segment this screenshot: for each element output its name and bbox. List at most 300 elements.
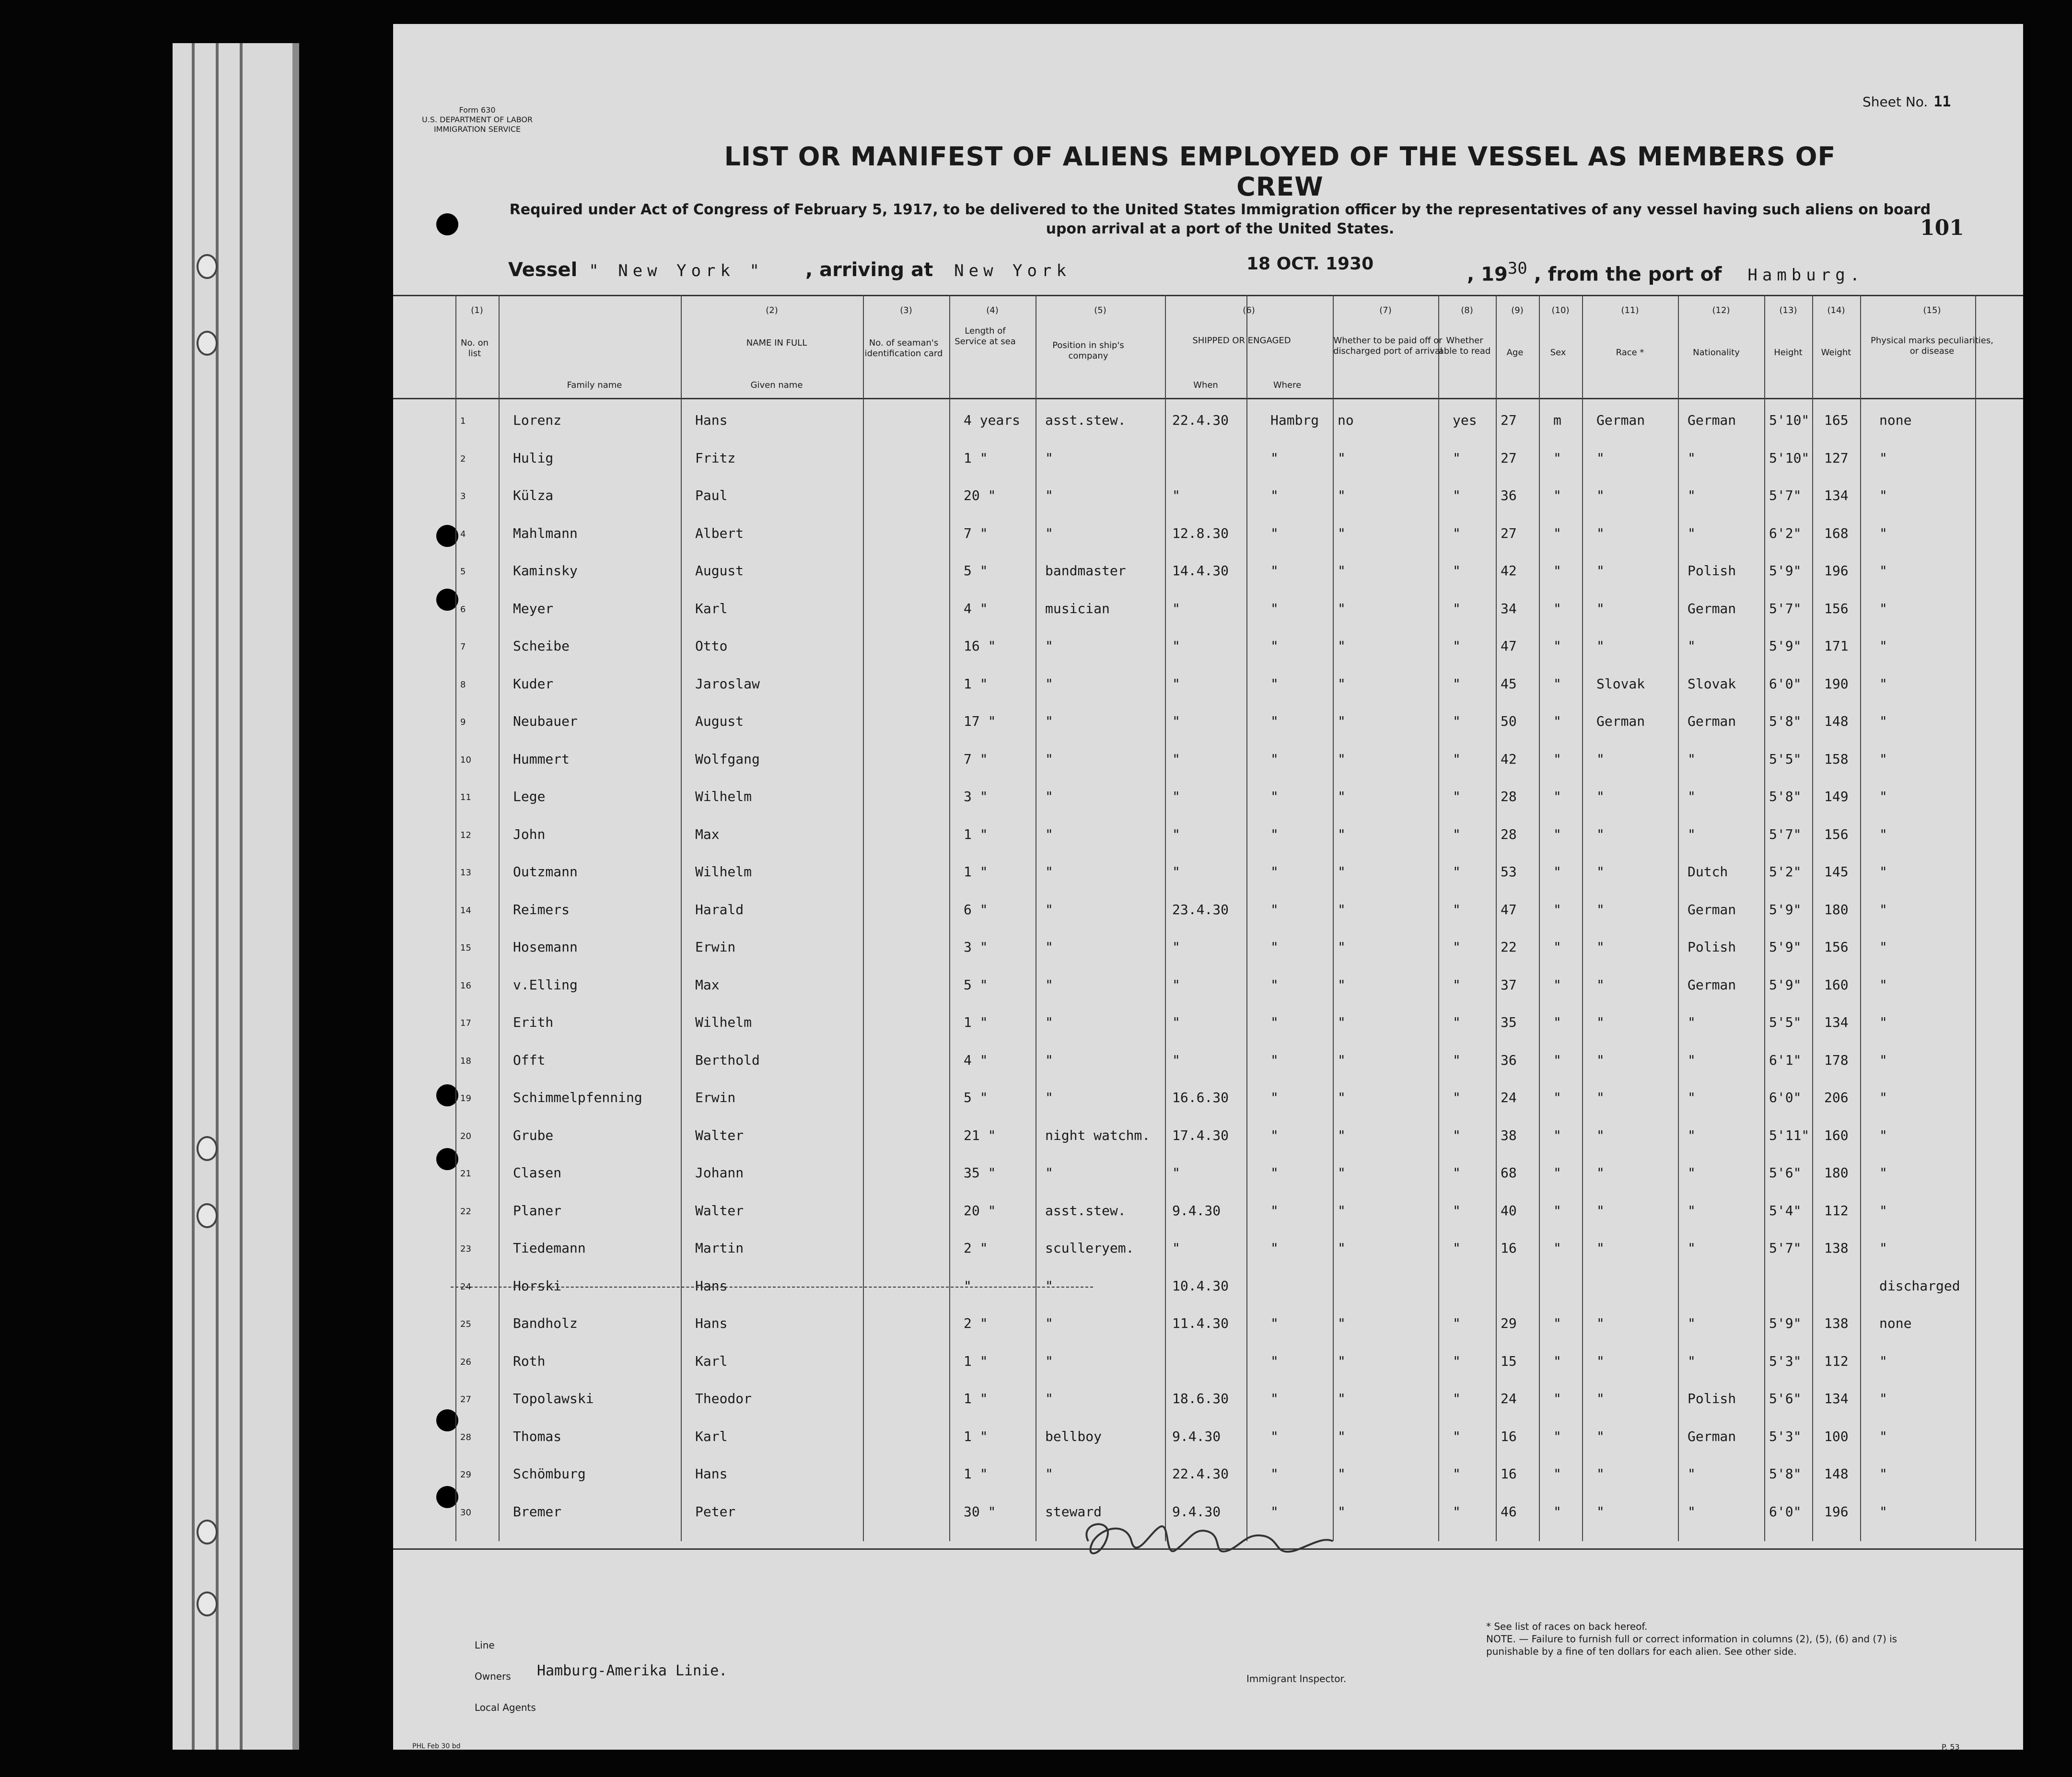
shipped-when: 14.4.30 bbox=[1172, 563, 1229, 579]
shipped-where: " bbox=[1270, 901, 1279, 918]
height: 5'8" bbox=[1769, 789, 1802, 804]
sheet-label: Sheet No. bbox=[1862, 94, 1928, 110]
nationality: Polish bbox=[1688, 939, 1736, 955]
sex: " bbox=[1553, 1052, 1561, 1068]
shipped-when: " bbox=[1172, 751, 1180, 767]
shipped-when: 10.4.30 bbox=[1172, 1278, 1229, 1294]
family-name: Hosemann bbox=[513, 939, 578, 955]
length-of-service: 35 " bbox=[964, 1165, 996, 1181]
able-to-read: " bbox=[1453, 638, 1461, 654]
row-number: 10 bbox=[460, 755, 471, 765]
arriving-port: New York bbox=[954, 261, 1071, 280]
sex: " bbox=[1553, 713, 1561, 729]
col-able-to-read: Whether able to read bbox=[1438, 336, 1491, 356]
col-length-of-service: Length of Service at sea bbox=[955, 326, 1016, 347]
crew-row bbox=[393, 902, 2023, 940]
height: 5'8" bbox=[1769, 1466, 1802, 1482]
weight: 165 bbox=[1824, 412, 1849, 428]
shipped-when: " bbox=[1172, 1014, 1180, 1030]
row-number: 27 bbox=[460, 1394, 471, 1405]
crew-row bbox=[393, 1278, 2023, 1316]
height: 5'11" bbox=[1769, 1127, 1810, 1143]
weight: 168 bbox=[1824, 525, 1849, 541]
binder-hole bbox=[197, 1520, 218, 1545]
given-name: Albert bbox=[695, 525, 744, 541]
paid-off: " bbox=[1338, 901, 1346, 918]
paid-off: " bbox=[1338, 488, 1346, 503]
length-of-service: 5 " bbox=[964, 563, 988, 579]
given-name: Wilhelm bbox=[695, 789, 752, 804]
col-name-in-full: NAME IN FULL bbox=[746, 338, 807, 348]
able-to-read: " bbox=[1453, 1052, 1461, 1068]
shipped-where: " bbox=[1270, 1503, 1279, 1520]
race: " bbox=[1596, 1202, 1605, 1219]
age: 47 bbox=[1501, 638, 1517, 654]
shipped-where: " bbox=[1270, 638, 1279, 654]
position: night watchm. bbox=[1045, 1127, 1151, 1143]
height: 6'1" bbox=[1769, 1052, 1802, 1068]
print-code: PHL Feb 30 bd bbox=[412, 1742, 461, 1750]
paid-off: " bbox=[1338, 638, 1346, 654]
physical-marks: " bbox=[1879, 563, 1887, 579]
family-name: Topolawski bbox=[513, 1391, 594, 1406]
able-to-read: " bbox=[1453, 1014, 1461, 1030]
shipped-where: " bbox=[1270, 1090, 1279, 1105]
position: steward bbox=[1045, 1503, 1102, 1520]
row-number: 25 bbox=[460, 1319, 471, 1329]
nationality: Polish bbox=[1688, 563, 1736, 579]
column-number: (8) bbox=[1461, 305, 1473, 315]
given-name: Karl bbox=[695, 1353, 728, 1369]
height: 5'2" bbox=[1769, 864, 1802, 880]
age: 27 bbox=[1501, 525, 1517, 541]
family-name: Schimmelpfenning bbox=[513, 1090, 642, 1105]
physical-marks: " bbox=[1879, 1052, 1887, 1068]
row-number: 12 bbox=[460, 830, 471, 840]
shipped-where: " bbox=[1270, 713, 1279, 729]
shipped-when: 18.6.30 bbox=[1172, 1391, 1229, 1406]
manifest-sheet bbox=[393, 24, 2023, 1750]
age: 36 bbox=[1501, 488, 1517, 503]
inspector-signature bbox=[1074, 1512, 1342, 1570]
height: 5'9" bbox=[1769, 638, 1802, 654]
shipped-where: " bbox=[1270, 1315, 1279, 1331]
family-name: Bandholz bbox=[513, 1315, 578, 1331]
col-race: Race * bbox=[1616, 348, 1644, 358]
column-number: (6) bbox=[1243, 305, 1255, 315]
sex: " bbox=[1553, 1202, 1561, 1219]
sheet-number-value: 11 bbox=[1933, 93, 1951, 110]
family-name: Offt bbox=[513, 1052, 546, 1068]
able-to-read: " bbox=[1453, 600, 1461, 616]
physical-marks: " bbox=[1879, 1428, 1887, 1444]
nationality: " bbox=[1688, 1353, 1696, 1369]
owners-value: Hamburg-Amerika Linie. bbox=[537, 1662, 728, 1679]
row-number: 11 bbox=[460, 792, 471, 802]
length-of-service: 4 " bbox=[964, 600, 988, 616]
binder-fold bbox=[192, 43, 195, 1750]
binder-hole bbox=[197, 331, 218, 356]
weight: 127 bbox=[1824, 450, 1849, 466]
subtitle-line-1: Required under Act of Congress of February 5, 1917, to be delivered to the United States Immigration officer by the representatives of any vessel having such aliens on board bbox=[509, 201, 1931, 218]
position: " bbox=[1045, 1052, 1053, 1068]
row-number: 13 bbox=[460, 868, 471, 878]
weight: 134 bbox=[1824, 1391, 1849, 1406]
position: " bbox=[1045, 789, 1053, 804]
age: 16 bbox=[1501, 1466, 1517, 1482]
row-number: 29 bbox=[460, 1470, 471, 1480]
height: 5'9" bbox=[1769, 939, 1802, 955]
binder-spine bbox=[173, 43, 299, 1750]
physical-marks: " bbox=[1879, 1202, 1887, 1219]
position: " bbox=[1045, 1165, 1053, 1181]
height: 5'6" bbox=[1769, 1391, 1802, 1406]
able-to-read: " bbox=[1453, 1353, 1461, 1369]
shipped-where: " bbox=[1270, 563, 1279, 579]
from-port-label: , from the port of bbox=[1534, 263, 1722, 286]
crew-row bbox=[393, 1203, 2023, 1241]
physical-marks: " bbox=[1879, 713, 1887, 729]
row-number: 30 bbox=[460, 1507, 471, 1518]
nationality: German bbox=[1688, 1428, 1736, 1444]
strikethrough-line bbox=[451, 1287, 1093, 1289]
sex: " bbox=[1553, 563, 1561, 579]
length-of-service: 2 " bbox=[964, 1240, 988, 1256]
row-number: 21 bbox=[460, 1169, 471, 1179]
able-to-read: " bbox=[1453, 901, 1461, 918]
weight: 138 bbox=[1824, 1240, 1849, 1256]
col-age: Age bbox=[1506, 348, 1524, 358]
age: 68 bbox=[1501, 1165, 1517, 1181]
sex: " bbox=[1553, 638, 1561, 654]
physical-marks: " bbox=[1879, 1503, 1887, 1520]
column-number: (11) bbox=[1621, 305, 1639, 315]
race: " bbox=[1596, 939, 1605, 955]
document-subtitle bbox=[489, 200, 1951, 239]
crew-row bbox=[393, 488, 2023, 526]
height: 5'9" bbox=[1769, 976, 1802, 993]
family-name: Neubauer bbox=[513, 713, 578, 729]
height: 5'9" bbox=[1769, 563, 1802, 579]
local-agents-label: Local Agents bbox=[475, 1702, 536, 1713]
race: " bbox=[1596, 563, 1605, 579]
race: Slovak bbox=[1596, 675, 1645, 692]
crew-row bbox=[393, 1315, 2023, 1354]
position: musician bbox=[1045, 600, 1110, 616]
able-to-read: " bbox=[1453, 1127, 1461, 1143]
binder-hole bbox=[197, 1591, 218, 1616]
row-number: 3 bbox=[460, 491, 466, 501]
race: " bbox=[1596, 1090, 1605, 1105]
race: " bbox=[1596, 1240, 1605, 1256]
nationality: German bbox=[1688, 713, 1736, 729]
age: 35 bbox=[1501, 1014, 1517, 1030]
family-name: Kaminsky bbox=[513, 563, 578, 579]
physical-marks: " bbox=[1879, 675, 1887, 692]
family-name: Planer bbox=[513, 1202, 562, 1219]
given-name: Jaroslaw bbox=[695, 675, 760, 692]
binder-fold bbox=[216, 43, 219, 1750]
col-weight: Weight bbox=[1821, 348, 1851, 358]
age: 50 bbox=[1501, 713, 1517, 729]
family-name: Hummert bbox=[513, 751, 570, 767]
sex: " bbox=[1553, 450, 1561, 466]
shipped-where: " bbox=[1270, 600, 1279, 616]
sex: " bbox=[1553, 789, 1561, 804]
position: " bbox=[1045, 1353, 1053, 1369]
given-name: Hans bbox=[695, 1315, 728, 1331]
shipped-when: " bbox=[1172, 488, 1180, 503]
shipped-where: " bbox=[1270, 1165, 1279, 1181]
physical-marks: " bbox=[1879, 1391, 1887, 1406]
race: " bbox=[1596, 901, 1605, 918]
given-name: Erwin bbox=[695, 939, 736, 955]
able-to-read: " bbox=[1453, 525, 1461, 541]
sex: " bbox=[1553, 600, 1561, 616]
length-of-service: 5 " bbox=[964, 976, 988, 993]
race: " bbox=[1596, 751, 1605, 767]
nationality: " bbox=[1688, 1090, 1696, 1105]
able-to-read: " bbox=[1453, 826, 1461, 842]
race: " bbox=[1596, 976, 1605, 993]
shipped-when: 23.4.30 bbox=[1172, 901, 1229, 918]
position: " bbox=[1045, 675, 1053, 692]
given-name: Walter bbox=[695, 1127, 744, 1143]
column-number: (5) bbox=[1094, 305, 1106, 315]
crew-row bbox=[393, 939, 2023, 977]
physical-marks: " bbox=[1879, 1014, 1887, 1030]
length-of-service: 16 " bbox=[964, 638, 996, 654]
weight: 206 bbox=[1824, 1090, 1849, 1105]
length-of-service: 2 " bbox=[964, 1315, 988, 1331]
family-name: Clasen bbox=[513, 1165, 562, 1181]
weight: 171 bbox=[1824, 638, 1849, 654]
paid-off: " bbox=[1338, 600, 1346, 616]
column-number: (3) bbox=[900, 305, 912, 315]
nationality: " bbox=[1688, 1014, 1696, 1030]
given-name: Martin bbox=[695, 1240, 744, 1256]
crew-row bbox=[393, 1429, 2023, 1467]
paid-off: " bbox=[1338, 450, 1346, 466]
form-identifier bbox=[422, 105, 533, 134]
age: 36 bbox=[1501, 1052, 1517, 1068]
shipped-where: " bbox=[1270, 1127, 1279, 1143]
height: 5'9" bbox=[1769, 901, 1802, 918]
crew-row bbox=[393, 1014, 2023, 1053]
length-of-service: 7 " bbox=[964, 525, 988, 541]
position: " bbox=[1045, 1391, 1053, 1406]
length-of-service: 1 " bbox=[964, 864, 988, 880]
shipped-when: " bbox=[1172, 1165, 1180, 1181]
position: " bbox=[1045, 751, 1053, 767]
shipped-where: " bbox=[1270, 450, 1279, 466]
column-number: (13) bbox=[1779, 305, 1797, 315]
length-of-service: 1 " bbox=[964, 450, 988, 466]
race: " bbox=[1596, 525, 1605, 541]
paid-off: " bbox=[1338, 1428, 1346, 1444]
shipped-where: " bbox=[1270, 1202, 1279, 1219]
col-paid-off: Whether to be paid off or discharged port of arrival bbox=[1333, 336, 1443, 356]
shipped-where: " bbox=[1270, 789, 1279, 804]
service-name: IMMIGRATION SERVICE bbox=[433, 125, 521, 134]
shipped-when: 9.4.30 bbox=[1172, 1202, 1221, 1219]
shipped-when: 12.8.30 bbox=[1172, 525, 1229, 541]
able-to-read: " bbox=[1453, 563, 1461, 579]
paid-off: " bbox=[1338, 826, 1346, 842]
shipped-when: " bbox=[1172, 638, 1180, 654]
weight: 180 bbox=[1824, 901, 1849, 918]
family-name: Bremer bbox=[513, 1503, 562, 1520]
age: 42 bbox=[1501, 751, 1517, 767]
year-field bbox=[1467, 259, 1864, 285]
nationality: " bbox=[1688, 1503, 1696, 1520]
row-number: 5 bbox=[460, 567, 466, 577]
shipped-where: " bbox=[1270, 1466, 1279, 1482]
nationality: Slovak bbox=[1688, 675, 1736, 692]
nationality: " bbox=[1688, 826, 1696, 842]
given-name: August bbox=[695, 713, 744, 729]
weight: 100 bbox=[1824, 1428, 1849, 1444]
paid-off: " bbox=[1338, 1240, 1346, 1256]
weight: 160 bbox=[1824, 976, 1849, 993]
length-of-service: 1 " bbox=[964, 1466, 988, 1482]
physical-marks: " bbox=[1879, 1165, 1887, 1181]
sex: " bbox=[1553, 751, 1561, 767]
nationality: German bbox=[1688, 976, 1736, 993]
row-number: 7 bbox=[460, 642, 466, 652]
able-to-read: " bbox=[1453, 1466, 1461, 1482]
age: 53 bbox=[1501, 864, 1517, 880]
age: 47 bbox=[1501, 901, 1517, 918]
height: 5'3" bbox=[1769, 1353, 1802, 1369]
given-name: August bbox=[695, 563, 744, 579]
crew-row bbox=[393, 638, 2023, 676]
family-name: Erith bbox=[513, 1014, 554, 1030]
height: 5'5" bbox=[1769, 751, 1802, 767]
family-name: Grube bbox=[513, 1127, 554, 1143]
column-number: (10) bbox=[1551, 305, 1570, 315]
position: " bbox=[1045, 450, 1053, 466]
length-of-service: 1 " bbox=[964, 1353, 988, 1369]
row-number: 8 bbox=[460, 679, 466, 690]
position: " bbox=[1045, 1014, 1053, 1030]
physical-marks: " bbox=[1879, 826, 1887, 842]
arriving-label: , arriving at bbox=[805, 259, 933, 281]
age: 38 bbox=[1501, 1127, 1517, 1143]
race: " bbox=[1596, 638, 1605, 654]
col-when: When bbox=[1193, 380, 1218, 390]
race: " bbox=[1596, 1391, 1605, 1406]
row-number: 18 bbox=[460, 1056, 471, 1066]
height: 5'9" bbox=[1769, 1315, 1802, 1331]
nationality: " bbox=[1688, 1466, 1696, 1482]
crew-row bbox=[393, 751, 2023, 790]
given-name: Wolfgang bbox=[695, 751, 760, 767]
shipped-when: " bbox=[1172, 713, 1180, 729]
position: " bbox=[1045, 1466, 1053, 1482]
position: " bbox=[1045, 1278, 1053, 1294]
weight: 112 bbox=[1824, 1353, 1849, 1369]
weight: 180 bbox=[1824, 1165, 1849, 1181]
position: " bbox=[1045, 488, 1053, 503]
sex: m bbox=[1553, 412, 1561, 428]
note-block bbox=[1486, 1620, 1918, 1658]
physical-marks: " bbox=[1879, 976, 1887, 993]
crew-row bbox=[393, 563, 2023, 601]
length-of-service: 30 " bbox=[964, 1503, 996, 1520]
binder-hole bbox=[197, 1203, 218, 1228]
family-name: Scheibe bbox=[513, 638, 570, 654]
physical-marks: " bbox=[1879, 1090, 1887, 1105]
able-to-read: " bbox=[1453, 864, 1461, 880]
weight: 134 bbox=[1824, 1014, 1849, 1030]
sex: " bbox=[1553, 488, 1561, 503]
height: 5'6" bbox=[1769, 1165, 1802, 1181]
crew-row bbox=[393, 1391, 2023, 1429]
shipped-when: 11.4.30 bbox=[1172, 1315, 1229, 1331]
age: 27 bbox=[1501, 412, 1517, 428]
length-of-service: 20 " bbox=[964, 488, 996, 503]
row-number: 17 bbox=[460, 1018, 471, 1028]
sex: " bbox=[1553, 1466, 1561, 1482]
col-given-name: Given name bbox=[750, 380, 803, 390]
race: " bbox=[1596, 1503, 1605, 1520]
family-name: Hulig bbox=[513, 450, 554, 466]
age: 22 bbox=[1501, 939, 1517, 955]
race: " bbox=[1596, 450, 1605, 466]
weight: 156 bbox=[1824, 600, 1849, 616]
physical-marks: " bbox=[1879, 488, 1887, 503]
column-number: (7) bbox=[1379, 305, 1392, 315]
shipped-when: 22.4.30 bbox=[1172, 1466, 1229, 1482]
weight: 156 bbox=[1824, 826, 1849, 842]
length-of-service: 6 " bbox=[964, 901, 988, 918]
races-note: * See list of races on back hereof. bbox=[1486, 1621, 1648, 1632]
weight: 196 bbox=[1824, 1503, 1849, 1520]
shipped-when: " bbox=[1172, 675, 1180, 692]
able-to-read: " bbox=[1453, 488, 1461, 503]
able-to-read: " bbox=[1453, 1315, 1461, 1331]
position: " bbox=[1045, 1090, 1053, 1105]
year-prefix: , 19 bbox=[1467, 263, 1508, 286]
family-name: Outzmann bbox=[513, 864, 578, 880]
able-to-read: " bbox=[1453, 1165, 1461, 1181]
age: 34 bbox=[1501, 600, 1517, 616]
race: " bbox=[1596, 1428, 1605, 1444]
given-name: Wilhelm bbox=[695, 864, 752, 880]
row-number: 24 bbox=[460, 1281, 471, 1292]
age: 46 bbox=[1501, 1503, 1517, 1520]
position: sculleryem. bbox=[1045, 1240, 1134, 1256]
sex: " bbox=[1553, 1090, 1561, 1105]
race: German bbox=[1596, 412, 1645, 428]
position: bandmaster bbox=[1045, 563, 1126, 579]
given-name: Karl bbox=[695, 600, 728, 616]
paid-off: " bbox=[1338, 1127, 1346, 1143]
weight: 148 bbox=[1824, 1466, 1849, 1482]
weight: 160 bbox=[1824, 1127, 1849, 1143]
sex: " bbox=[1553, 826, 1561, 842]
paid-off: " bbox=[1338, 1315, 1346, 1331]
length-of-service: 5 " bbox=[964, 1090, 988, 1105]
race: " bbox=[1596, 1353, 1605, 1369]
shipped-where: " bbox=[1270, 1240, 1279, 1256]
length-of-service: 7 " bbox=[964, 751, 988, 767]
family-name: Mahlmann bbox=[513, 525, 578, 541]
given-name: Peter bbox=[695, 1503, 736, 1520]
race: " bbox=[1596, 789, 1605, 804]
weight: 145 bbox=[1824, 864, 1849, 880]
